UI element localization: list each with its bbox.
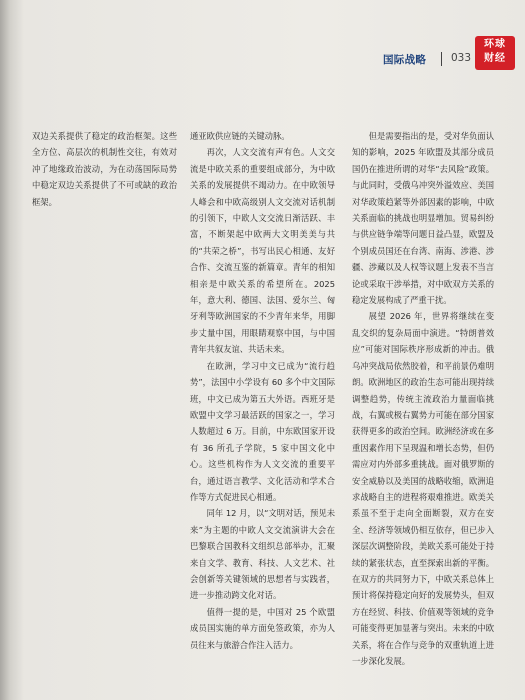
text-column-2 xyxy=(190,128,335,653)
paragraph: 双边关系提供了稳定的政治框架。这些全方位、高层次的机制性交往，有效对冲了地缘政治波动，为在动荡国际局势中稳定双边关系提供了不可或缺的政治框架。 xyxy=(32,131,177,207)
paragraph: 在欧洲，学习中文已成为“流行趋势”，法国中小学设有 60 多个中文国际班，中文已成为第五大外语。西班牙是欧盟中文学习最活跃的国家之一，学习人数超过 6 万。目前，中东欧国家开设有 36 所孔子学院，5 家中国文化中心。这些机构作为人文交流的重要平台，通过语言教学、文化活动和学术合作等方式促进民心相通。 xyxy=(190,360,335,502)
paragraph: 值得一提的是，中国对 25 个欧盟成员国实施的单方面免签政策，亦为人员往来与旅游合作注入活力。 xyxy=(190,606,335,650)
page-number: 033 xyxy=(451,52,472,64)
header-divider xyxy=(441,52,442,66)
text-column-1 xyxy=(32,128,177,210)
paragraph: 再次，人文交流有声有色。人文交流是中欧关系的重要组成部分，为中欧关系的发展提供不竭动力。在中欧领导人峰会和中欧高级别人文交流对话机制的引领下，中欧人文交流日渐活跃、丰富，不断架起中欧两大文明美美与共的“共荣之桥”，书写出民心相通、友好合作、交流互鉴的新篇章。青年的相知相亲是中欧关系的希望所在。2025 年，意大利、德国、法国、爱尔兰、匈牙利等欧洲国家的不少青年来华，用脚步丈量中国，用眼睛观察中国，与中国青年共叙友谊、共话未来。 xyxy=(190,147,335,355)
logo-text-line1: 环球 xyxy=(484,39,506,50)
text-column-3 xyxy=(352,128,494,669)
paragraph: 展望 2026 年，世界将继续在变乱交织的复杂局面中演进。“特朗普效应”可能对国际秩序形成新的冲击。俄乌冲突战局依然胶着，和平前景仍难明朗。欧洲地区的政治生态可能出现持续调整趋势，传统主流政治力量面临挑战，右翼或极右翼势力可能在部分国家获得更多的政治空间。欧洲经济或在多重因素作用下呈现温和增长态势，但仍需应对内外部多重挑战。面对俄罗斯的安全威胁以及美国的战略收缩，欧洲追求战略自主的进程将艰难推进。欧美关系虽不至于走向全面断裂，双方在安全、经济等领域仍相互依存，但已步入深层次调整阶段，美欧关系可能处于持续的紧张状态，直至探索出新的平衡。在双方的共同努力下，中欧关系总体上预计将保持稳定向好的发展势头，但双方在经贸、科技、价值观等领域的竞争可能变得更加显著与突出。未来的中欧关系，将在合作与竞争的双重轨道上进一步深化发展。 xyxy=(352,311,494,666)
paragraph: 通亚欧供应链的关键动脉。 xyxy=(190,131,290,141)
paragraph: 同年 12 月，以“文明对话，预见未来”为主题的中欧人文交流演讲大会在巴黎联合国教科文组织总部举办，汇聚来自文学、教育、科技、人文艺术、社会创新等关键领域的思想者与实践者，进一步推动跨文化对话。 xyxy=(190,508,335,601)
magazine-logo xyxy=(475,36,515,70)
section-title: 国际战略 xyxy=(383,54,427,66)
page-header xyxy=(375,39,515,70)
logo-text-line2: 财经 xyxy=(484,53,506,64)
paragraph: 但是需要指出的是，受对华负面认知的影响，2025 年欧盟及其部分成员国仍在推进所谓的对华“去风险”政策。与此同时，受俄乌冲突外溢效应、美国对华政策趋紧等外部因素的影响，中欧关系面临的挑战也明显增加。贸易纠纷与供应链争端等问题日益凸显，欧盟及个别成员国还在台湾、南海、涉港、涉疆、涉藏以及人权等议题上发表不当言论或采取干涉举措，对中欧双方关系的稳定发展构成了严重干扰。 xyxy=(352,131,494,306)
